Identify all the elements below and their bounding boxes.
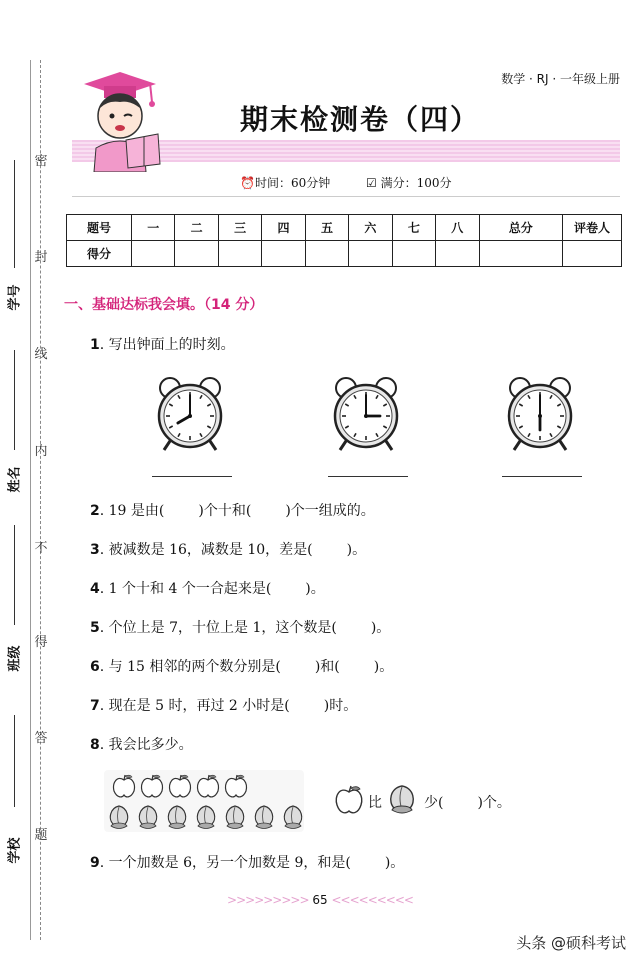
apple-icon	[114, 775, 135, 797]
table-cell: 总分	[479, 215, 563, 241]
page-number: >>>>>>>>> 65 <<<<<<<<<	[227, 893, 413, 907]
answer-line[interactable]	[152, 476, 232, 477]
table-cell: 五	[305, 215, 348, 241]
seal-char: 不	[34, 541, 48, 556]
table-cell: 四	[262, 215, 305, 241]
seal-char: 答	[34, 731, 48, 746]
question-7: 7. 现在是 5 时，再过 2 小时是( )时。	[90, 698, 358, 714]
table-cell: 三	[218, 215, 261, 241]
watermark: 头条 @硕科考试	[516, 934, 626, 952]
table-cell: 题号	[67, 215, 132, 241]
binding-dashed-line	[40, 60, 41, 940]
binding-line	[30, 60, 31, 940]
question-5: 5. 个位上是 7，十位上是 1，这个数是( )。	[90, 620, 391, 636]
apple-icon	[198, 775, 219, 797]
table-cell: 八	[436, 215, 479, 241]
score-input-cell[interactable]	[392, 241, 435, 267]
table-cell: 评卷人	[563, 215, 622, 241]
apple-icon	[170, 775, 191, 797]
alarm-clock-icon	[150, 372, 230, 454]
answer-line[interactable]	[502, 476, 582, 477]
question-6: 6. 与 15 相邻的两个数分别是( )和( )。	[90, 659, 394, 675]
table-cell: 一	[132, 215, 175, 241]
compare-text: 少( )个。	[424, 795, 511, 811]
score-table	[66, 214, 622, 267]
question-8: 8. 我会比多少。	[90, 737, 193, 753]
peach-icon	[226, 806, 243, 829]
score-input-cell[interactable]	[218, 241, 261, 267]
section-title: 一、基础达标我会填。（14 分）	[64, 297, 264, 313]
peach-icon	[255, 806, 272, 829]
apple-icon	[334, 784, 364, 816]
table-cell: 二	[175, 215, 218, 241]
compare-word: 比	[368, 795, 382, 811]
score-input-cell[interactable]	[132, 241, 175, 267]
alarm-clock-icon: ⏰	[240, 176, 255, 190]
score-input-cell[interactable]	[175, 241, 218, 267]
score-table-row	[67, 241, 622, 267]
time-info: ⏰时间：60分钟	[240, 176, 331, 190]
apple-icon	[142, 775, 163, 797]
seal-char: 线	[34, 347, 48, 362]
seal-char: 内	[34, 444, 48, 459]
score-table-header-row	[67, 215, 622, 241]
page-title: 期末检测卷（四）	[240, 103, 481, 136]
peach-icon	[197, 806, 214, 829]
checkmark-icon: ☑	[366, 176, 377, 190]
peach-icon	[139, 806, 156, 829]
table-cell: 七	[392, 215, 435, 241]
score-input-cell[interactable]	[563, 241, 622, 267]
question-3: 3. 被减数是 16，减数是 10，差是( )。	[90, 542, 367, 558]
alarm-clock-icon	[500, 372, 580, 454]
apple-icon	[226, 775, 247, 797]
fruit-illustration	[104, 770, 314, 836]
peach-icon	[168, 806, 185, 829]
score-input-cell[interactable]	[305, 241, 348, 267]
question-4: 4. 1 个十和 4 个一合起来是( )。	[90, 581, 325, 597]
right-arrows-icon: >>>>>>>>>	[227, 893, 309, 907]
full-score-info: ☑ 满分：100分	[366, 176, 452, 190]
score-input-cell[interactable]	[479, 241, 563, 267]
alarm-clock-icon	[326, 372, 406, 454]
peach-icon	[284, 806, 301, 829]
peach-icon	[110, 806, 127, 829]
score-input-cell[interactable]	[262, 241, 305, 267]
score-input-cell[interactable]	[436, 241, 479, 267]
table-cell: 六	[349, 215, 392, 241]
seal-char: 题	[34, 828, 48, 843]
header-divider	[72, 196, 620, 197]
question-2: 2. 19 是由( )个十和( )个一组成的。	[90, 503, 375, 519]
seal-char: 封	[34, 250, 48, 265]
subject-label: 数学 · RJ · 一年级上册	[501, 72, 620, 86]
score-input-cell[interactable]	[349, 241, 392, 267]
answer-line[interactable]	[328, 476, 408, 477]
table-cell: 得分	[67, 241, 132, 267]
student-mascot-icon	[74, 68, 164, 172]
seal-char: 密	[34, 154, 48, 169]
seal-char: 得	[34, 635, 48, 650]
left-arrows-icon: <<<<<<<<<	[331, 893, 413, 907]
question-1: 1. 写出钟面上的时刻。	[90, 337, 235, 353]
peach-icon	[384, 782, 420, 818]
question-9: 9. 一个加数是 6，另一个加数是 9，和是( )。	[90, 855, 405, 871]
